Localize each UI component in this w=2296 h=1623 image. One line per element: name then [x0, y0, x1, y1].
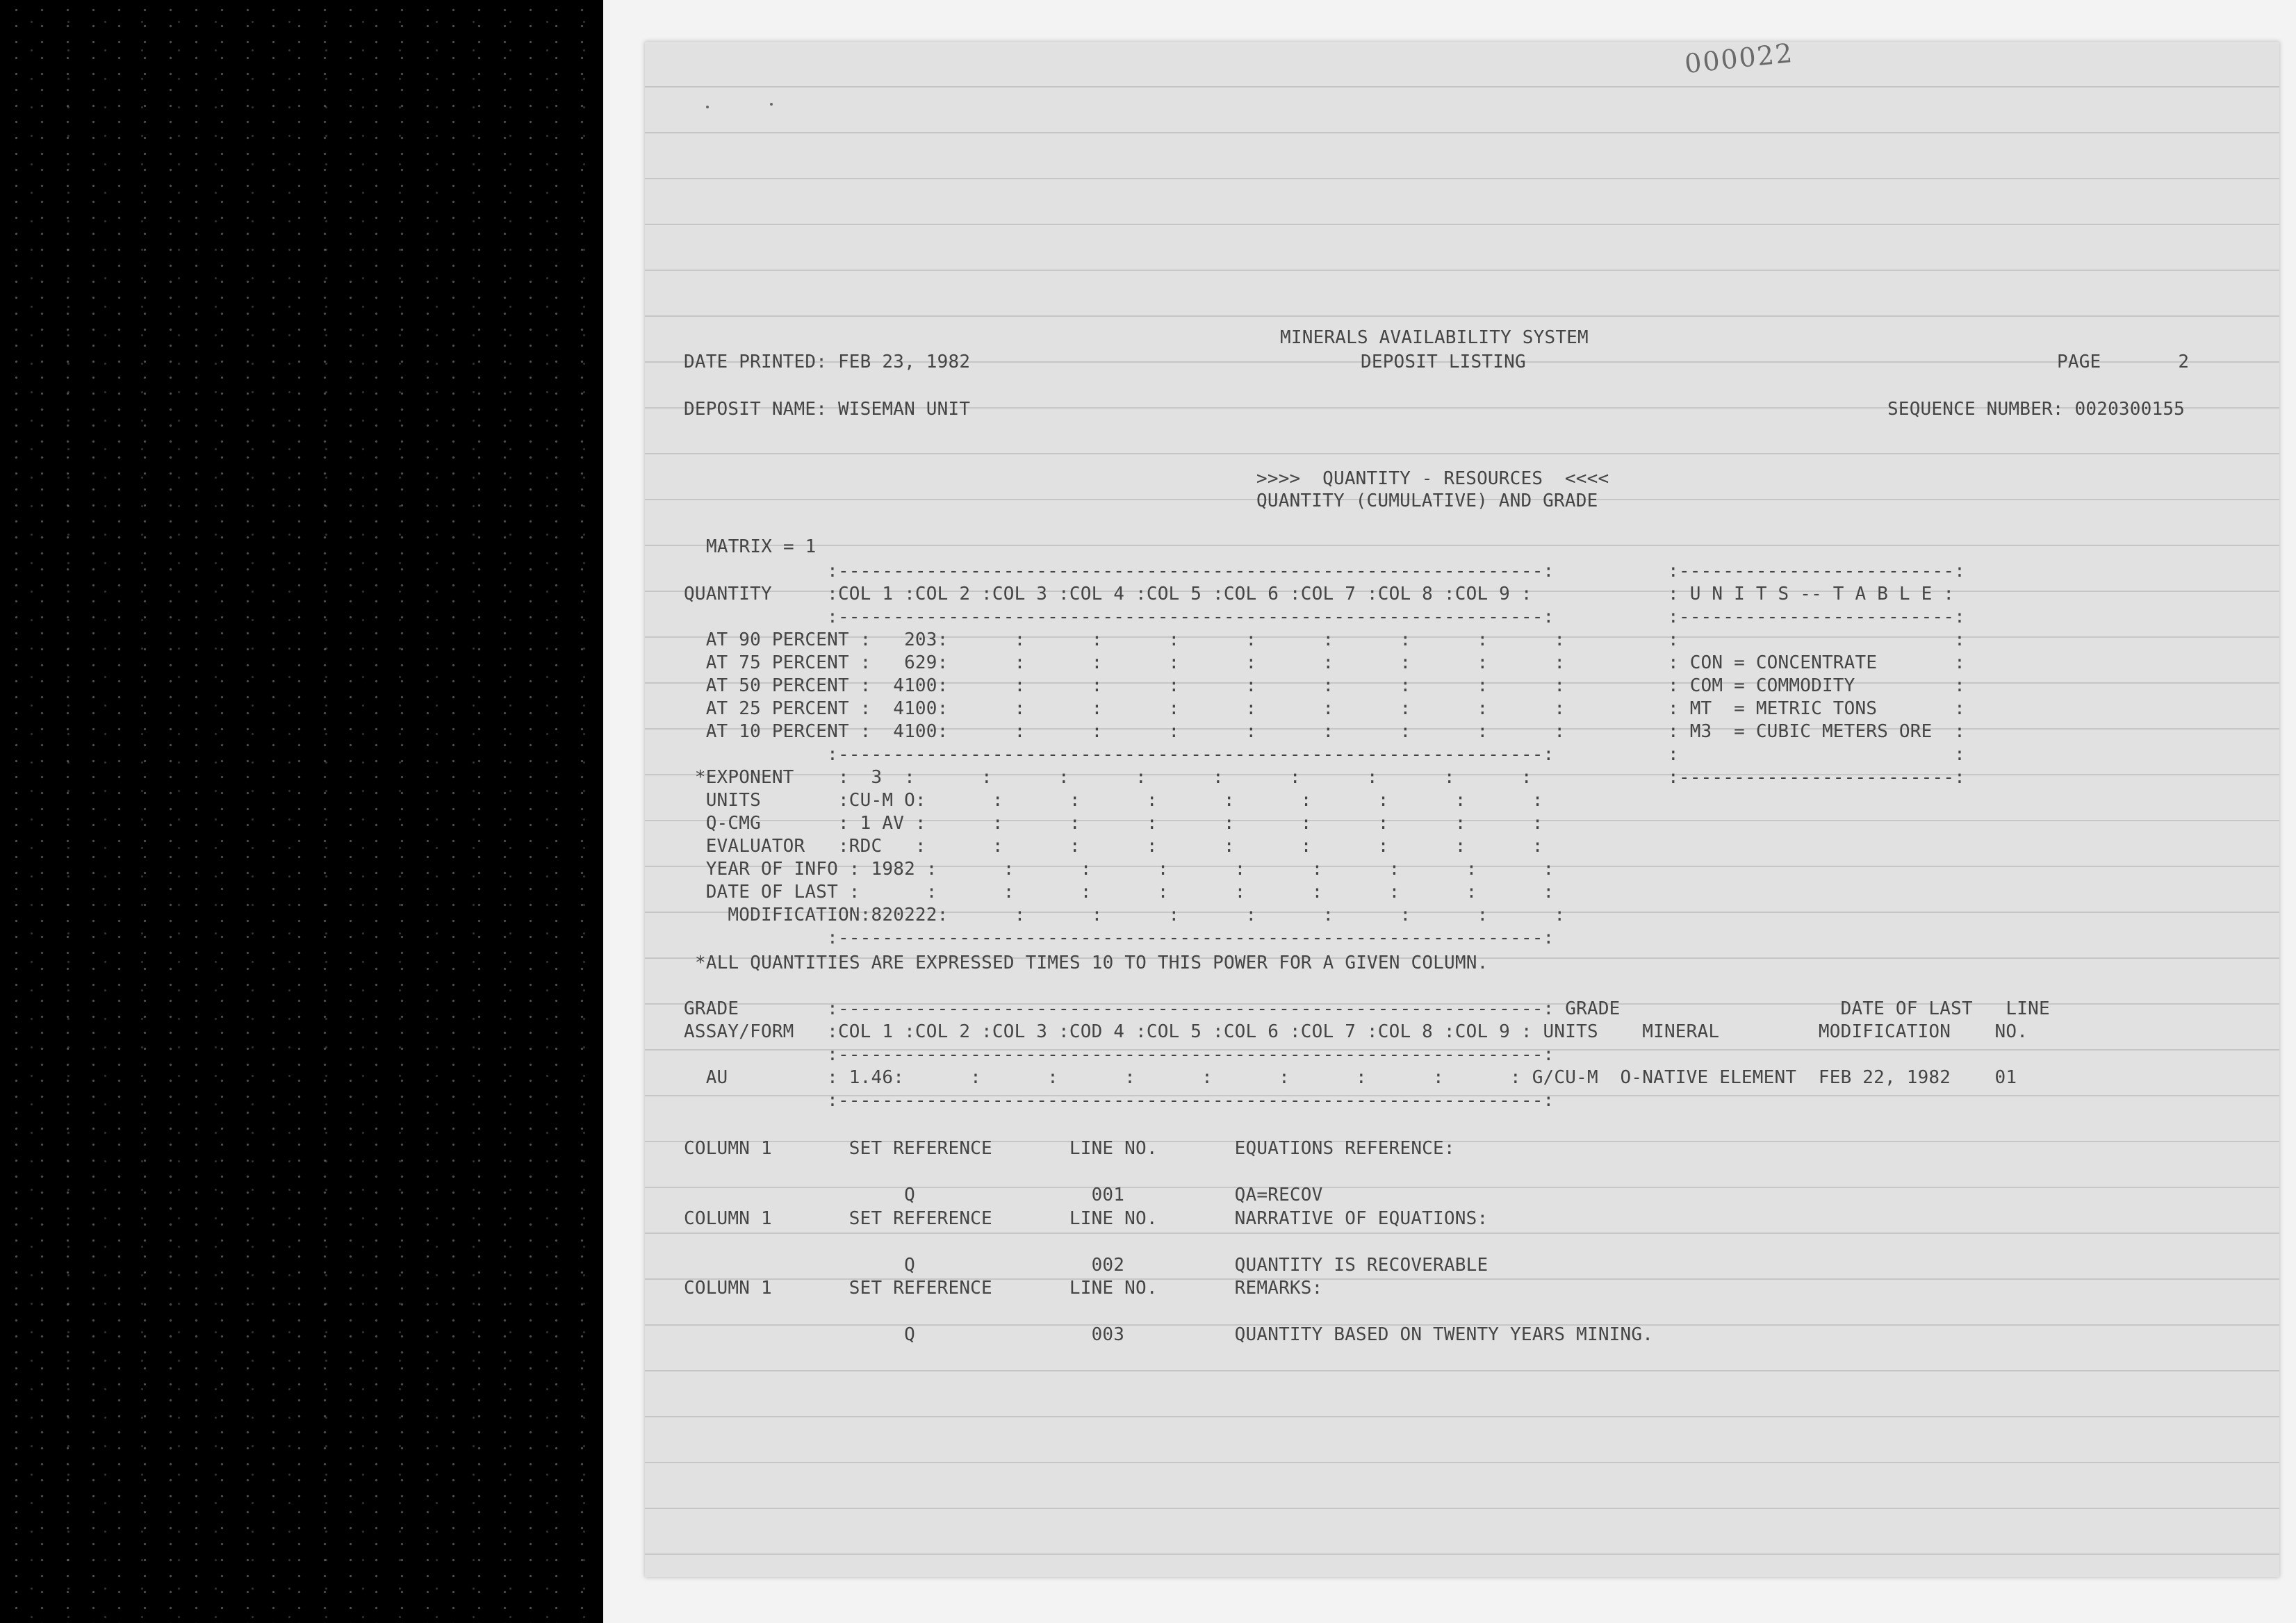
quantity-table-row: :----------------------------------------------------------------: — [684, 928, 1555, 948]
grade-table-row: GRADE :----------------------------------------------------------------: GRADE DATE OF LAST LINE — [684, 998, 2050, 1019]
section-subtitle: QUANTITY (CUMULATIVE) AND GRADE — [1256, 491, 1598, 511]
units-table-row: : COM = COMMODITY : — [1668, 675, 1966, 696]
units-table-row: :-------------------------: — [1668, 607, 1966, 627]
reference-row: COLUMN 1 SET REFERENCE LINE NO. EQUATIONS REFERENCE: — [684, 1138, 1455, 1159]
quantity-table-row: YEAR OF INFO : 1982 : : : : : : : : : — [684, 859, 1555, 880]
quantity-table-row: UNITS :CU-M O: : : : : : : : : — [684, 790, 1543, 811]
units-table-row: :-------------------------: — [1668, 561, 1966, 582]
listing-title: DEPOSIT LISTING — [1361, 352, 1526, 372]
page-number: PAGE 2 — [2057, 352, 2190, 372]
quantity-table-row: Q-CMG : 1 AV : : : : : : : : : — [684, 813, 1543, 834]
grade-table-row: :----------------------------------------------------------------: — [684, 1044, 1555, 1065]
system-title: MINERALS AVAILABILITY SYSTEM — [1280, 327, 1589, 348]
sequence-number: SEQUENCE NUMBER: 0020300155 — [1887, 399, 2186, 420]
units-table-row: : : — [1668, 744, 1966, 765]
quantity-table-row: EVALUATOR :RDC : : : : : : : : : — [684, 836, 1543, 857]
reference-row: COLUMN 1 SET REFERENCE LINE NO. NARRATIVE OF EQUATIONS: — [684, 1208, 1489, 1229]
matrix-label: MATRIX = 1 — [706, 536, 817, 557]
quantity-table-row: AT 50 PERCENT : 4100: : : : : : : : : — [684, 675, 1566, 696]
reference-row: Q 002 QUANTITY IS RECOVERABLE — [684, 1254, 1489, 1276]
grade-table-row: :----------------------------------------------------------------: — [684, 1090, 1555, 1111]
quantity-table-row: :----------------------------------------------------------------: — [684, 607, 1555, 627]
punch-mark — [770, 103, 773, 106]
quantity-table-row: AT 25 PERCENT : 4100: : : : : : : : : — [684, 698, 1566, 719]
units-table-row: : U N I T S -- T A B L E : — [1668, 584, 1955, 604]
grade-table-row: AU : 1.46: : : : : : : : : G/CU-M O-NATIVE ELEMENT FEB 22, 1982 01 — [684, 1067, 2017, 1088]
quantity-table-row: QUANTITY :COL 1 :COL 2 :COL 3 :COL 4 :COL 5 :COL 6 :COL 7 :COL 8 :COL 9 : — [684, 584, 1532, 604]
quantity-table-row: DATE OF LAST : : : : : : : : : : — [684, 882, 1555, 903]
quantity-table-row: AT 75 PERCENT : 629: : : : : : : : : — [684, 652, 1566, 673]
quantity-table-row: :----------------------------------------------------------------: — [684, 744, 1555, 765]
reference-row: Q 003 QUANTITY BASED ON TWENTY YEARS MINING. — [684, 1324, 1654, 1345]
units-table-row: : MT = METRIC TONS : — [1668, 698, 1966, 719]
units-table-row: : M3 = CUBIC METERS ORE : — [1668, 721, 1966, 742]
quantity-table-row: AT 90 PERCENT : 203: : : : : : : : : — [684, 629, 1566, 650]
page-stamp: 000022 — [1683, 37, 1795, 80]
quantity-table-row: :----------------------------------------------------------------: — [684, 561, 1555, 582]
reference-row: COLUMN 1 SET REFERENCE LINE NO. REMARKS: — [684, 1278, 1323, 1299]
quantity-table-row: MODIFICATION:820222: : : : : : : : : — [684, 905, 1566, 925]
units-table-row: :-------------------------: — [1668, 767, 1966, 788]
quantity-table-row: *EXPONENT : 3 : : : : : : : : : — [684, 767, 1532, 788]
quantity-table-row: AT 10 PERCENT : 4100: : : : : : : : : — [684, 721, 1566, 742]
scanner-background — [0, 0, 603, 1623]
deposit-name: DEPOSIT NAME: WISEMAN UNIT — [684, 399, 971, 420]
date-printed: DATE PRINTED: FEB 23, 1982 — [684, 352, 971, 372]
units-table-row: : : — [1668, 629, 1966, 650]
punch-mark — [706, 106, 709, 108]
section-title: >>>> QUANTITY - RESOURCES <<<< — [1256, 468, 1609, 489]
exponent-note: *ALL QUANTITIES ARE EXPRESSED TIMES 10 TO THIS POWER FOR A GIVEN COLUMN. — [695, 953, 1489, 973]
reference-row: Q 001 QA=RECOV — [684, 1185, 1323, 1205]
grade-table-row: ASSAY/FORM :COL 1 :COL 2 :COL 3 :COD 4 :COL 5 :COL 6 :COL 7 :COL 8 :COL 9 : UNITS MINERAL MODIFICATION NO. — [684, 1021, 2028, 1042]
units-table-row: : CON = CONCENTRATE : — [1668, 652, 1966, 673]
